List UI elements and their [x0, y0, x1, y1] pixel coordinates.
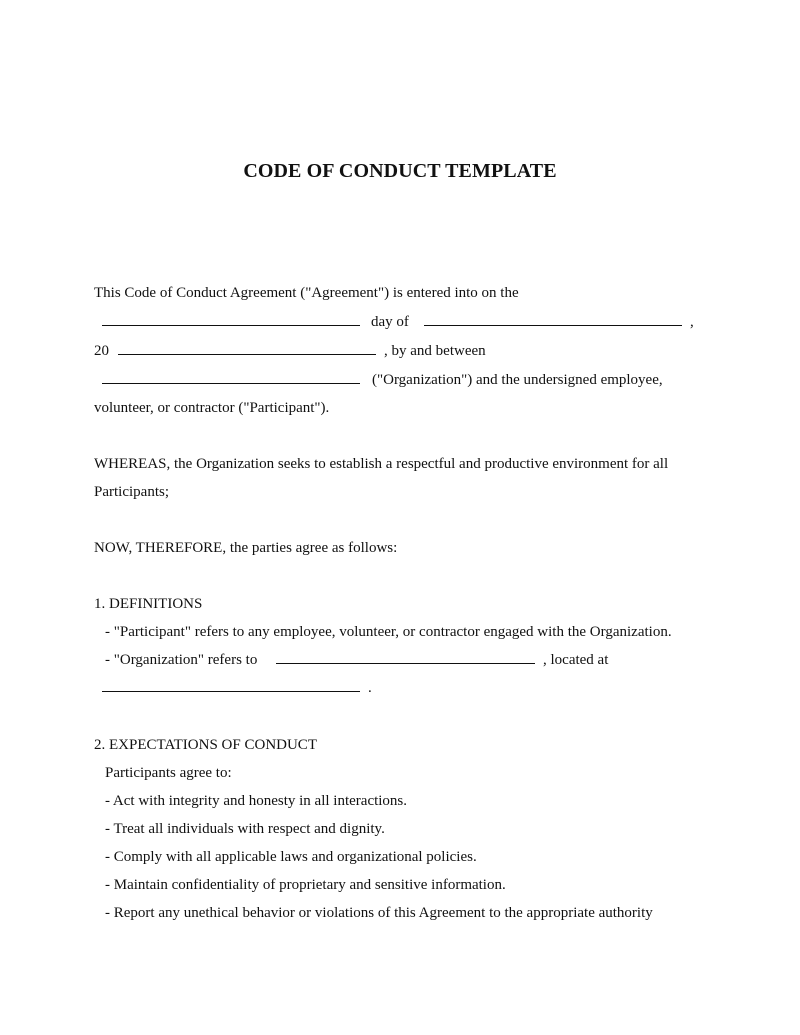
document-title: CODE OF CONDUCT TEMPLATE: [243, 160, 557, 182]
conduct-item: - Maintain confidentiality of proprietary and sensitive information.: [105, 877, 506, 893]
year-blank[interactable]: [118, 354, 376, 355]
conduct-item: - Comply with all applicable laws and organizational policies.: [105, 849, 477, 865]
day-of-text: day of: [371, 314, 409, 330]
whereas-line-2: Participants;: [94, 484, 169, 500]
organization-name-blank[interactable]: [102, 383, 360, 384]
date-comma: ,: [690, 314, 694, 330]
section-2-heading: 2. EXPECTATIONS OF CONDUCT: [94, 737, 317, 753]
organization-definition-blank[interactable]: [276, 663, 535, 664]
conduct-item: - Act with integrity and honesty in all interactions.: [105, 793, 408, 809]
now-therefore-text: NOW, THEREFORE, the parties agree as follows:: [94, 540, 398, 556]
location-period: .: [368, 680, 372, 696]
location-blank[interactable]: [102, 691, 360, 692]
conduct-item: - Treat all individuals with respect and dignity.: [105, 821, 385, 837]
organization-clause: ("Organization") and the undersigned employee,: [372, 372, 663, 388]
section-2-lead: Participants agree to:: [105, 765, 232, 781]
year-prefix: 20: [94, 343, 109, 359]
participant-clause: volunteer, or contractor ("Participant").: [94, 400, 330, 416]
conduct-item: - Report any unethical behavior or violations of this Agreement to the appropriate authority: [105, 905, 653, 921]
participant-definition: - "Participant" refers to any employee, volunteer, or contractor engaged with the Organization.: [105, 624, 672, 640]
by-and-between-text: , by and between: [384, 343, 486, 359]
organization-definition: - "Organization" refers to: [105, 652, 258, 668]
month-blank[interactable]: [424, 325, 682, 326]
whereas-line-1: WHEREAS, the Organization seeks to establish a respectful and productive environment for all: [94, 456, 669, 472]
intro-line-1: This Code of Conduct Agreement ("Agreement") is entered into on the: [94, 285, 519, 301]
section-1-heading: 1. DEFINITIONS: [94, 596, 203, 612]
day-blank[interactable]: [102, 325, 360, 326]
located-at-text: , located at: [543, 652, 609, 668]
